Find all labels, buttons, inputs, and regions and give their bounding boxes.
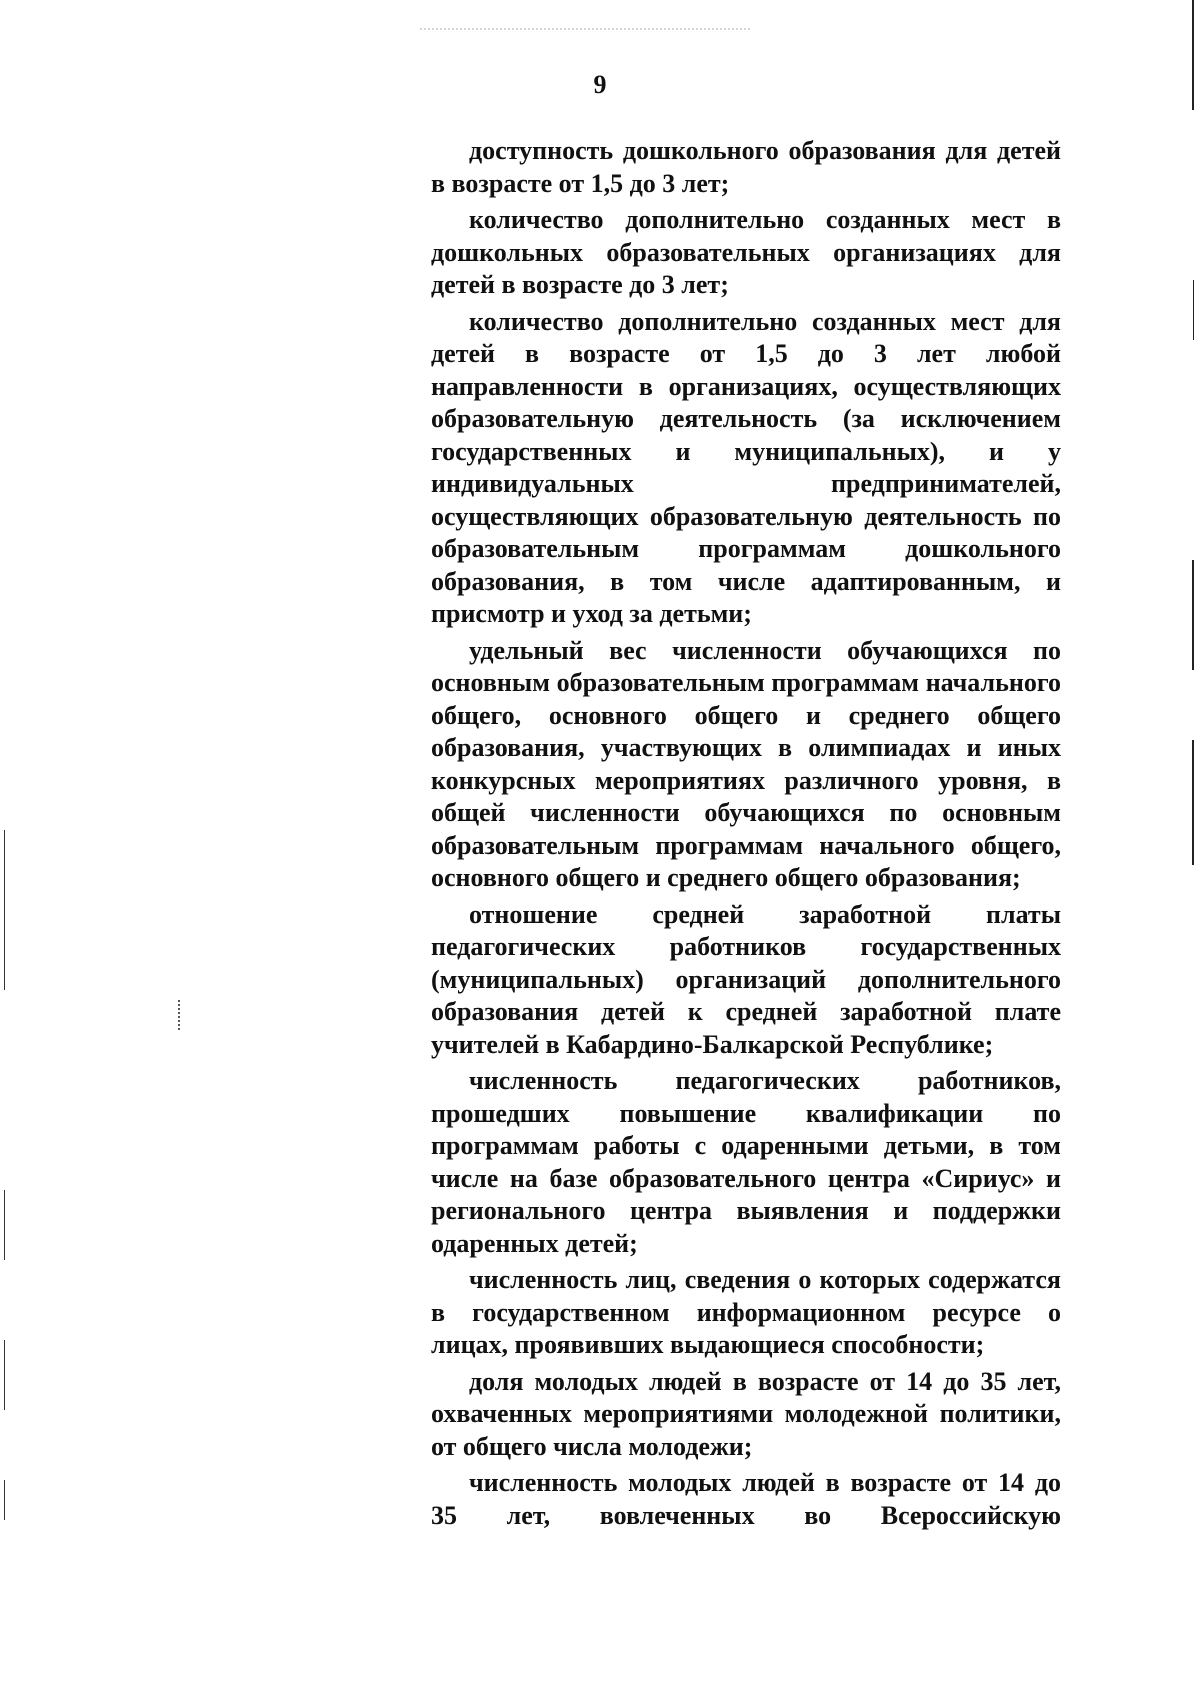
scan-noise	[178, 1000, 182, 1030]
paragraph: количество дополнительно созданных мест в дошкольных образовательных организациях для детей в возрасте до 3 лет;	[431, 205, 1061, 299]
scan-noise	[420, 28, 750, 40]
paragraph: удельный вес численности обучающихся по основным образовательным программам начального общего, основного общего и среднего общего образования, участвующих в олимпиадах и иных конкурсных мероприятиях различного уровня, в общей численности обучающихся по основным образовательным программам начального общего, основного общего и среднего общего образования;	[431, 635, 1061, 892]
scan-edge-mark	[4, 1340, 5, 1410]
paragraph: численность молодых людей в возрасте от 14 до 35 лет, вовлеченных во Всероссийскую	[431, 1468, 1061, 1530]
scan-edge-mark	[1193, 280, 1194, 340]
paragraph: численность педагогических работников, прошедших повышение квалификации по программам работы с одаренными детьми, в том числе на базе образовательного центра «Сириус» и регионального центра выявления и поддержки одаренных детей;	[431, 1066, 1061, 1258]
paragraph: количество дополнительно созданных мест для детей в возрасте от 1,5 до 3 лет любой направленности в организациях, осуществляющих образовательную деятельность (за исключением государственных и муниципальных), и у индивидуальных предпринимателей, осуществляющих образовательную деятельность по образовательным программам дошкольного образования, в том числе адаптированным, и присмотр и уход за детьми;	[431, 306, 1061, 628]
scan-edge-mark	[4, 1480, 5, 1520]
scan-edge-mark	[4, 830, 5, 990]
scan-edge-mark	[1192, 740, 1194, 865]
paragraph: численность лиц, сведения о которых содержатся в государственном информационном ресурсе о лицах, проявивших выдающиеся способности;	[431, 1265, 1061, 1359]
scan-edge-mark	[1192, 560, 1194, 670]
document-body	[431, 135, 1061, 1536]
scan-edge-mark	[4, 1190, 5, 1260]
paragraph: доля молодых людей в возрасте от 14 до 35 лет, охваченных мероприятиями молодежной политики, от общего числа молодежи;	[431, 1366, 1061, 1461]
page-number: 9	[593, 70, 607, 99]
paragraph: доступность дошкольного образования для детей в возрасте от 1,5 до 3 лет;	[431, 136, 1061, 198]
paragraph: отношение средней заработной платы педагогических работников государственных (муниципальных) организаций дополнительного образования детей к средней заработной плате учителей в Кабардино-Балкарской Республике;	[431, 899, 1061, 1059]
